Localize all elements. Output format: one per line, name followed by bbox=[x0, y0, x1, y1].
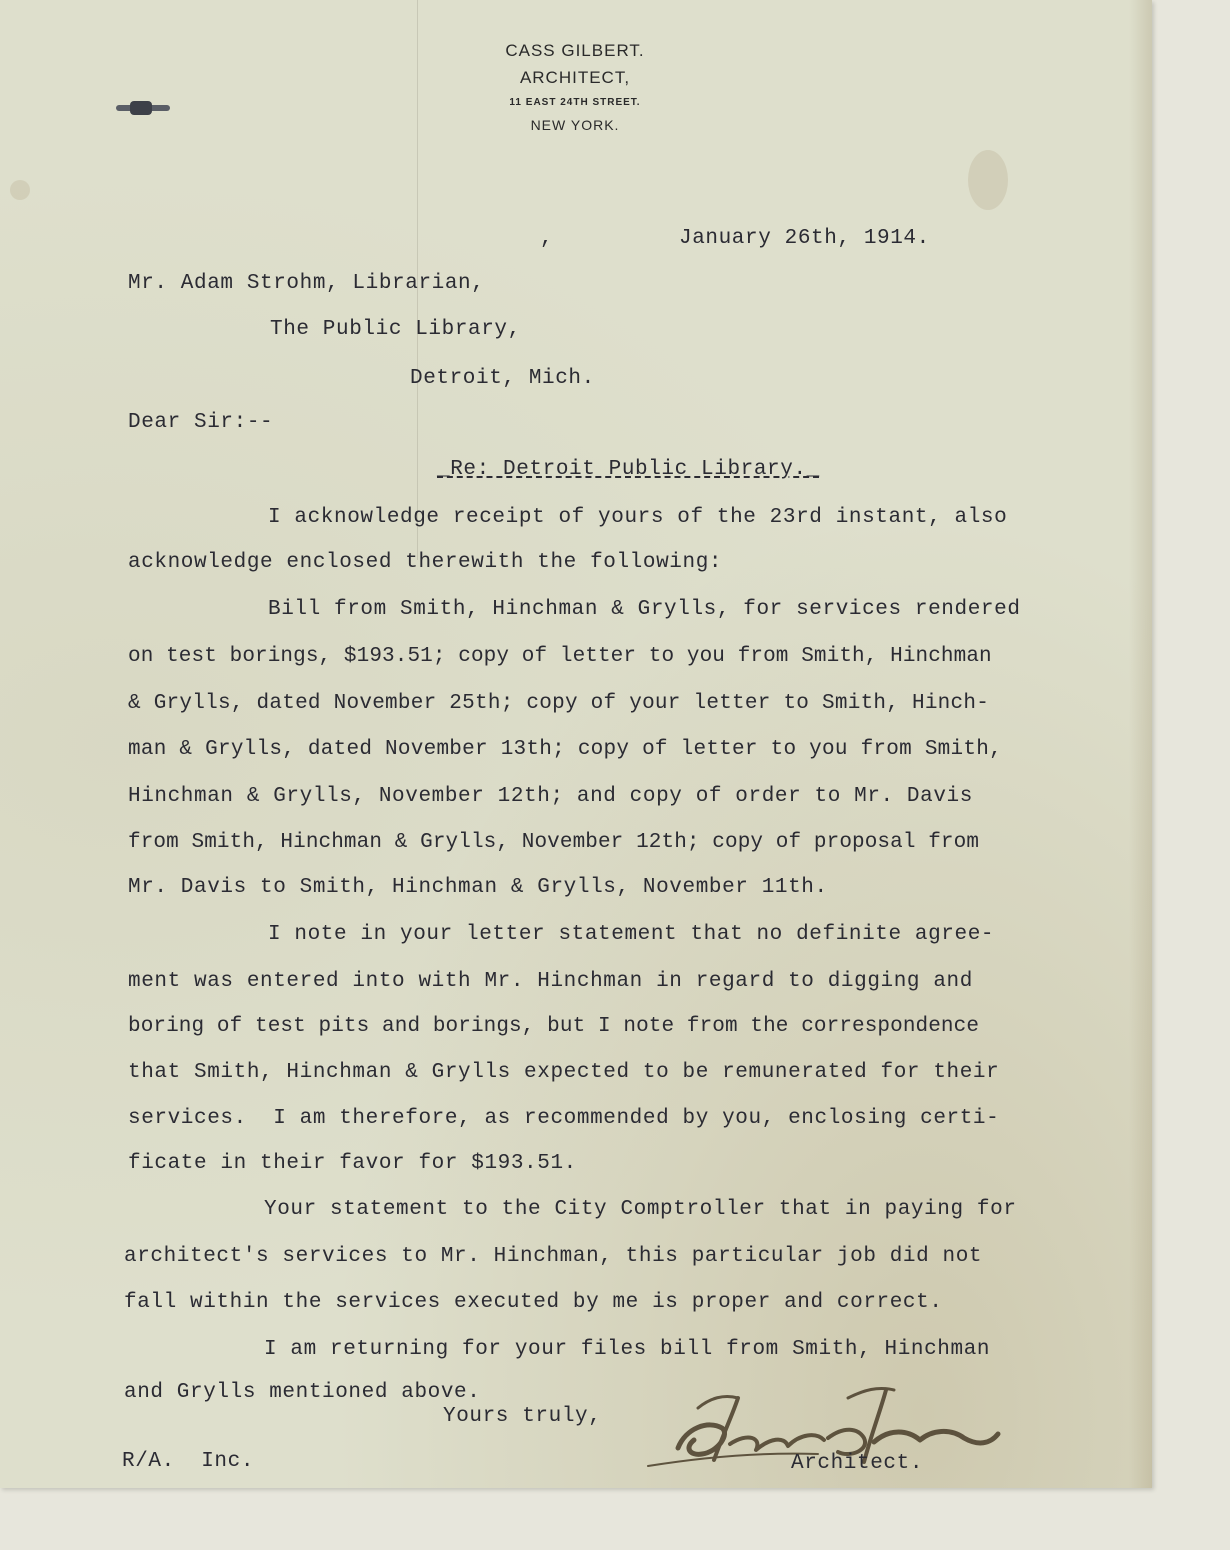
recipient-line: Mr. Adam Strohm, Librarian, bbox=[128, 272, 485, 295]
reference-initials: R/A. Inc. bbox=[122, 1450, 255, 1473]
body-line: I acknowledge receipt of yours of the 23rd instant, also bbox=[268, 506, 1008, 529]
body-line: Your statement to the City Comptroller that in paying for bbox=[264, 1198, 1017, 1221]
body-line: Mr. Davis to Smith, Hinchman & Grylls, November 11th. bbox=[128, 876, 828, 899]
body-line: services. I am therefore, as recommended by you, enclosing certi- bbox=[128, 1107, 1000, 1130]
letterhead-city: NEW YORK. bbox=[530, 117, 620, 133]
subject-line: _Re: Detroit Public Library._ bbox=[437, 458, 820, 481]
body-line: & Grylls, dated November 25th; copy of your letter to Smith, Hinch- bbox=[128, 692, 990, 715]
body-line: Hinchman & Grylls, November 12th; and copy of order to Mr. Davis bbox=[128, 785, 973, 808]
body-line: ficate in their favor for $193.51. bbox=[128, 1152, 577, 1175]
letterhead-name: CASS GILBERT. bbox=[505, 41, 645, 60]
recipient-line: Detroit, Mich. bbox=[410, 367, 595, 390]
letterhead-title: ARCHITECT, bbox=[519, 68, 631, 87]
date-comma: , bbox=[540, 227, 554, 250]
salutation: Dear Sir:-- bbox=[128, 411, 274, 434]
signature-title: Architect. bbox=[791, 1452, 924, 1475]
body-line: Bill from Smith, Hinchman & Grylls, for services rendered bbox=[268, 598, 1021, 621]
body-line: on test borings, $193.51; copy of letter to you from Smith, Hinchman bbox=[128, 645, 992, 668]
body-line: man & Grylls, dated November 13th; copy of letter to you from Smith, bbox=[128, 738, 1002, 761]
body-line: that Smith, Hinchman & Grylls expected to be remunerated for their bbox=[128, 1061, 1000, 1084]
body-line: architect's services to Mr. Hinchman, this particular job did not bbox=[124, 1245, 983, 1268]
letter-date: January 26th, 1914. bbox=[679, 227, 930, 250]
body-line: and Grylls mentioned above. bbox=[124, 1381, 481, 1404]
body-line: I note in your letter statement that no definite agree- bbox=[268, 923, 995, 946]
body-line: from Smith, Hinchman & Grylls, November 12th; copy of proposal from bbox=[128, 831, 980, 854]
paper-stain bbox=[10, 180, 30, 200]
body-line: boring of test pits and borings, but I note from the correspondence bbox=[128, 1015, 980, 1038]
body-line: ment was entered into with Mr. Hinchman in regard to digging and bbox=[128, 970, 973, 993]
letterhead-street: 11 EAST 24TH STREET. bbox=[509, 97, 641, 108]
closing: Yours truly, bbox=[443, 1405, 602, 1428]
body-line: I am returning for your files bill from Smith, Hinchman bbox=[264, 1338, 991, 1361]
paper-stain bbox=[968, 150, 1008, 210]
body-line: fall within the services executed by me is proper and correct. bbox=[124, 1291, 943, 1314]
body-line: acknowledge enclosed therewith the following: bbox=[128, 551, 723, 574]
recipient-line: The Public Library, bbox=[270, 318, 521, 341]
